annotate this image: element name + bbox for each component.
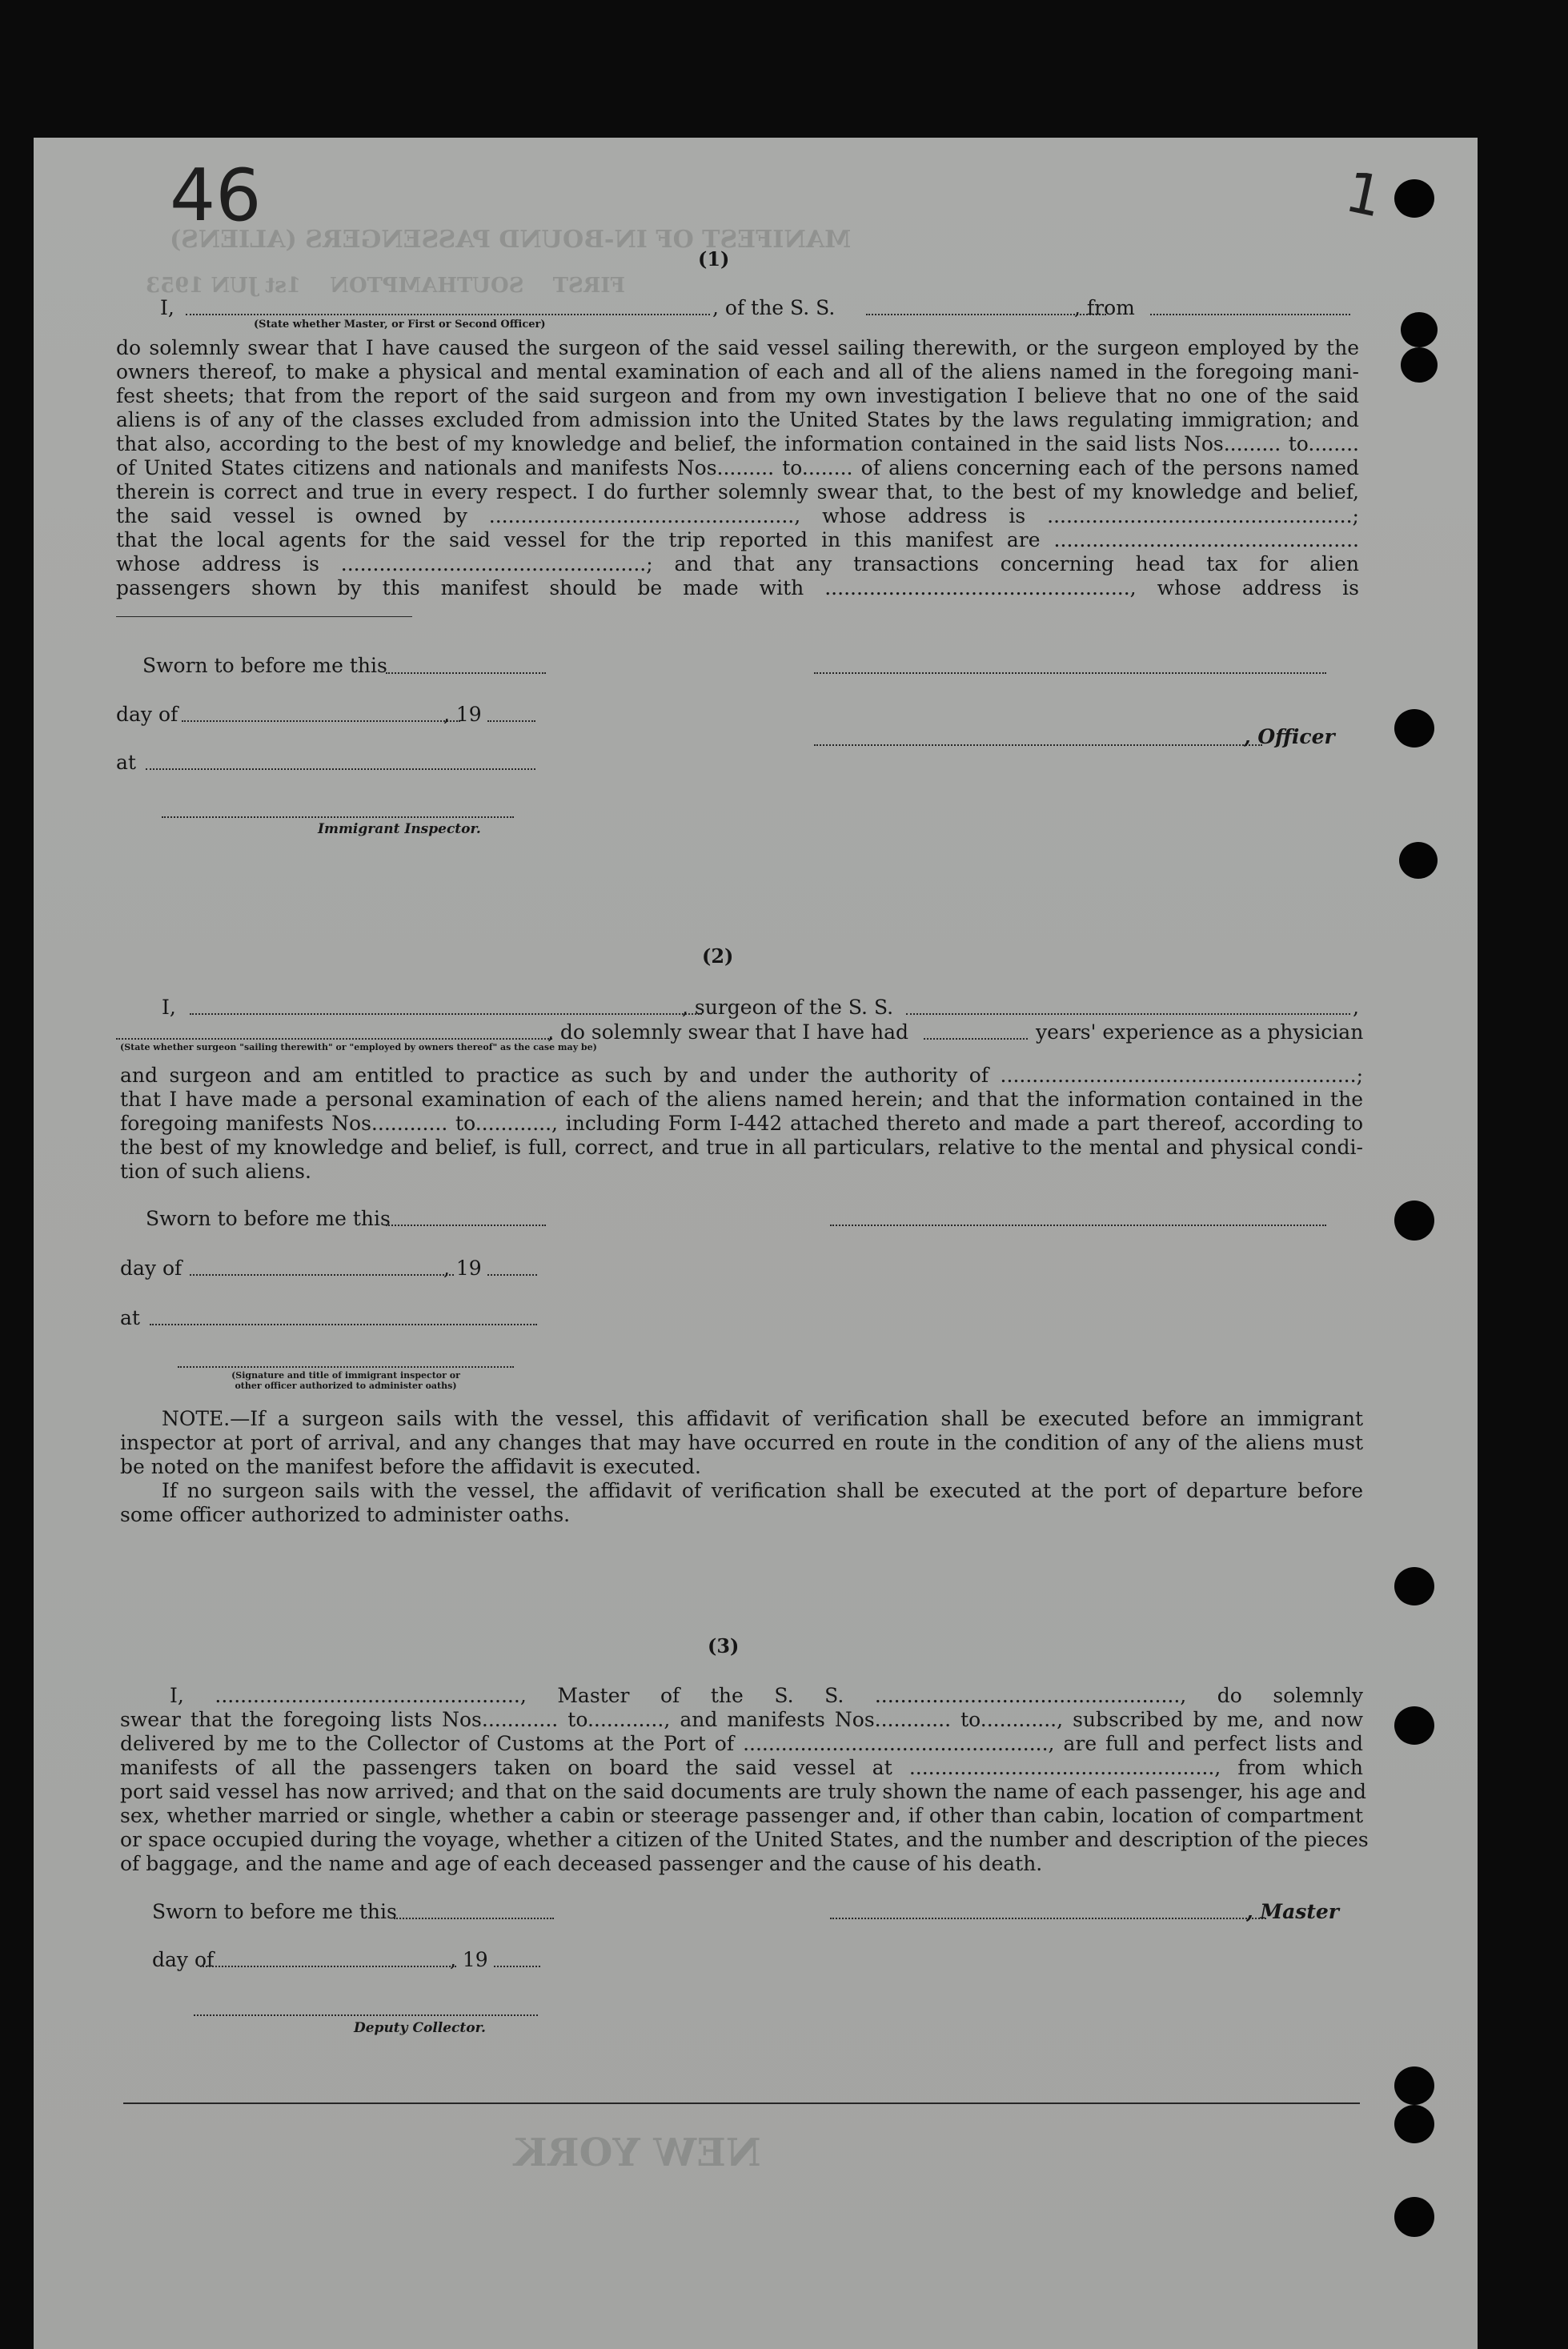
s2-line-2: that I have made a personal examination of each of the aliens named herein; and that the information contained in the <box>120 1088 1363 1111</box>
bleed-through-line: FIRST SOUTHAMPTON 1st JUN 1953 <box>146 274 625 298</box>
s2-sworn-label: Sworn to before me this <box>146 1207 391 1230</box>
punch-hole <box>1394 1201 1434 1241</box>
s1-line-8: the said vessel is owned by ................................................, whose address is ................................................; <box>116 504 1359 527</box>
bottom-rule <box>123 2102 1360 2104</box>
s2-surgeon-label: , surgeon of the S. S. <box>682 996 894 1019</box>
s2-comma: , <box>1353 996 1359 1019</box>
s1-from-port-blank <box>1150 314 1350 315</box>
s3-collector-signature-blank <box>194 2014 538 2016</box>
s2-vessel-name-blank <box>906 1013 1350 1015</box>
s2-oath-paragraph <box>120 1064 1363 1184</box>
punch-hole <box>1394 1706 1434 1745</box>
s1-oath-paragraph <box>116 336 1359 600</box>
s2-sworn-day-blank <box>386 1225 546 1226</box>
s2-status-caption: (State whether surgeon "sailing therewith" or "employed by owners thereof" as the case may be) <box>120 1042 597 1052</box>
s2-signature-caption-line-2: other officer authorized to administer oaths) <box>235 1381 457 1391</box>
s2-year-label: , 19 <box>443 1257 482 1280</box>
s3-line-3: delivered by me to the Collector of Customs at the Port of ................................................, are full and perfect lists and <box>120 1732 1363 1755</box>
s2-month-blank <box>190 1274 454 1276</box>
s2-year-blank <box>487 1274 537 1276</box>
s2-inspector-signature-blank <box>178 1366 514 1368</box>
s3-line-1: I, ................................................, Master of the S. S. ................................................, do solemnly <box>170 1684 1363 1707</box>
s1-officer-name-blank <box>186 314 710 315</box>
punch-hole <box>1401 312 1438 347</box>
s1-line-2: owners thereof, to make a physical and mental examination of each and all of the aliens named in the foregoing mani- <box>116 360 1359 383</box>
s3-oath-paragraph <box>120 1708 1369 1876</box>
s3-first-line-box <box>170 1684 1363 1708</box>
punch-hole <box>1394 179 1434 218</box>
s1-officer-caption: (State whether Master, or First or Second Officer) <box>254 319 546 331</box>
s1-signature-blank <box>814 672 1326 674</box>
s1-from-label: , from <box>1074 296 1135 319</box>
s1-year-label: , 19 <box>443 703 482 726</box>
s1-i-label: I, <box>160 296 174 319</box>
s2-signature-caption-line-1: (Signature and title of immigrant inspector or <box>231 1370 460 1381</box>
s2-note-line-5: some officer authorized to administer oaths. <box>120 1503 571 1526</box>
s2-years-blank <box>924 1038 1028 1040</box>
s2-swear-label: , do solemnly swear that I have had <box>547 1020 909 1044</box>
punch-hole <box>1401 347 1438 383</box>
s1-officer-title-blank <box>814 744 1262 746</box>
s1-line-4: aliens is of any of the classes excluded from admission into the United States by the laws regulating immigration; and <box>116 408 1359 431</box>
s3-line-7: or space occupied during the voyage, whether a citizen of the United States, and the number and description of the pieces <box>120 1828 1369 1851</box>
s1-inspector-caption: Immigrant Inspector. <box>318 821 481 837</box>
s1-line-3: fest sheets; that from the report of the said surgeon and from my own investigation I believe that no one of the said <box>116 384 1359 407</box>
section-3-number: (3) <box>708 1634 740 1658</box>
s3-day-of-label: day of <box>152 1948 215 1971</box>
s3-line-4: manifests of all the passengers taken on board the said vessel at ................................................, from which <box>120 1756 1363 1779</box>
section-2-number: (2) <box>702 944 734 968</box>
s3-deputy-caption: Deputy Collector. <box>354 2020 486 2036</box>
s3-line-8: of baggage, and the name and age of each deceased passenger and the cause of his death. <box>120 1852 1043 1875</box>
s2-note-line-4: If no surgeon sails with the vessel, the affidavit of verification shall be executed at the port of departure before <box>162 1479 1363 1502</box>
s1-line-5: that also, according to the best of my knowledge and belief, the information contained in the said lists Nos......... to........ <box>116 432 1359 455</box>
s1-month-blank <box>182 720 460 722</box>
s1-day-of-label: day of <box>116 703 178 726</box>
s3-line-5: port said vessel has now arrived; and that on the said documents are truly shown the name of each passenger, his age and <box>120 1780 1367 1803</box>
s1-rule <box>116 616 412 617</box>
s3-year-blank <box>494 1966 540 1967</box>
s1-line-10: whose address is ................................................; and that any transactions concerning head tax for alien <box>116 552 1359 575</box>
punch-hole <box>1394 709 1434 748</box>
s2-line-4: the best of my knowledge and belief, is full, correct, and true in all particulars, relative to the mental and physical condi- <box>120 1136 1363 1159</box>
s3-year-label: , 19 <box>450 1948 488 1971</box>
s3-line-2: swear that the foregoing lists Nos............ to............, and manifests Nos............ to............, subscribed by me, and now <box>120 1708 1363 1731</box>
s3-signature-blank <box>830 1918 1266 1919</box>
s1-inspector-signature-blank <box>162 816 514 818</box>
s2-years-label: years' experience as a physician <box>1036 1020 1364 1044</box>
s2-line-5: tion of such aliens. <box>120 1160 311 1183</box>
s1-sworn-day-blank <box>386 672 546 674</box>
s2-note-line-2: inspector at port of arrival, and any changes that may have occurred en route in the condition of any of the aliens must <box>120 1431 1363 1454</box>
s2-day-of-label: day of <box>120 1257 182 1280</box>
s3-sworn-day-blank <box>394 1918 554 1919</box>
s3-sworn-label: Sworn to before me this <box>152 1900 397 1923</box>
s1-line-7: therein is correct and true in every respect. I do further solemnly swear that, to the best of my knowledge and belief, <box>116 480 1359 503</box>
s3-master-label: , Master <box>1246 1900 1339 1923</box>
s2-note-line-3: be noted on the manifest before the affidavit is executed. <box>120 1455 701 1478</box>
bleed-through-stamp: NEW YORK <box>514 2131 761 2175</box>
s1-at-label: at <box>116 751 136 774</box>
s1-line-6: of United States citizens and nationals and manifests Nos......... to........ of aliens concerning each of the persons named <box>116 456 1359 479</box>
s1-ss-label: , of the S. S. <box>712 296 836 319</box>
s3-line-6: sex, whether married or single, whether a cabin or steerage passenger and, if other than cabin, location of compartment <box>120 1804 1363 1827</box>
s1-at-blank <box>146 768 535 770</box>
s1-line-11: passengers shown by this manifest should be made with ................................................, whose address is <box>116 576 1359 599</box>
bleed-through-header: MANIFEST OF IN-BOUND PASSENGERS (ALIENS) <box>170 226 852 254</box>
s1-vessel-name-blank <box>866 314 1106 315</box>
handwritten-mark: 1 <box>1339 158 1389 230</box>
handwritten-number: 46 <box>170 154 262 238</box>
s2-signature-blank <box>830 1225 1326 1226</box>
s1-line-1: do solemnly swear that I have caused the surgeon of the said vessel sailing therewith, or the surgeon employed by the <box>116 336 1359 359</box>
s2-signature-caption <box>178 1370 514 1391</box>
s2-note <box>120 1407 1363 1527</box>
punch-hole <box>1394 1567 1434 1605</box>
s1-line-9: that the local agents for the said vessel for the trip reported in this manifest are ................................................ <box>116 528 1359 551</box>
punch-hole <box>1394 2105 1434 2143</box>
s2-at-label: at <box>120 1306 140 1329</box>
s1-officer-label: , Officer <box>1244 725 1335 748</box>
s2-i-label: I, <box>162 996 176 1019</box>
form-sheet <box>34 138 1478 2349</box>
s2-status-blank <box>116 1038 552 1040</box>
s3-month-blank <box>200 1966 456 1967</box>
s1-year-blank <box>487 720 535 722</box>
s2-surgeon-name-blank <box>190 1013 702 1015</box>
s2-line-3: foregoing manifests Nos............ to............, including Form I-442 attached thereto and made a part thereof, according to <box>120 1112 1363 1135</box>
section-1-number: (1) <box>698 247 730 271</box>
s1-sworn-label: Sworn to before me this <box>142 654 387 677</box>
s2-at-blank <box>150 1324 537 1325</box>
punch-hole <box>1394 2197 1434 2237</box>
punch-hole <box>1394 2066 1434 2105</box>
s2-line-1: and surgeon and am entitled to practice as such by and under the authority of ........................................................; <box>120 1064 1363 1087</box>
s2-note-line-1: NOTE.—If a surgeon sails with the vessel, this affidavit of verification shall be executed before an immigrant <box>162 1407 1363 1430</box>
punch-hole <box>1399 842 1438 879</box>
